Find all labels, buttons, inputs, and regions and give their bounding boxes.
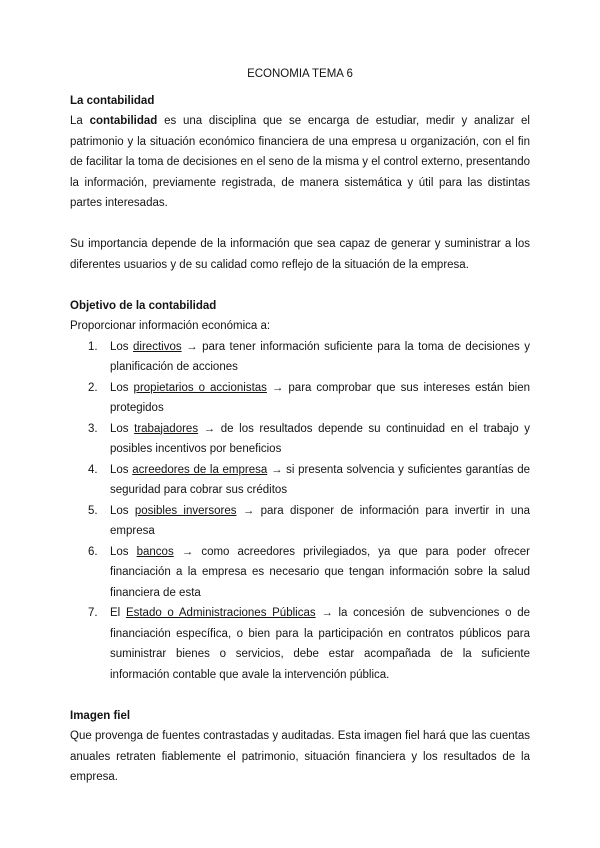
list-item — [88, 419, 530, 460]
section-heading-imagen-fiel: Imagen fiel — [70, 709, 131, 722]
list-item-number: 7. — [88, 607, 98, 619]
paragraph-imagen-fiel: Que provenga de fuentes contrastadas y auditadas. Esta imagen fiel hará que las cuentas anuales retraten fiablemente el patrimonio, situación financiera y los resultados de la empresa. — [70, 730, 530, 783]
section-heading-objetivo: Objetivo de la contabilidad — [70, 299, 217, 312]
list-item — [88, 603, 530, 685]
list-item-number: 5. — [88, 504, 98, 517]
bold-term: contabilidad — [89, 115, 158, 127]
list-item-rest: → de los resultados depende su continuidad en el trabajo y posibles incentivos por beneficios — [110, 422, 530, 455]
list-item-prefix: Los — [110, 340, 129, 353]
list-item-text — [110, 542, 530, 604]
list-item-text — [110, 337, 530, 378]
list-item-number: 1. — [88, 340, 98, 353]
list-item-number: 6. — [88, 545, 98, 558]
list-item-prefix: Los — [110, 463, 129, 476]
underlined-term: trabajadores — [134, 422, 199, 435]
list-item-rest: → si presenta solvencia y suficientes garantías de seguridad para cobrar sus créditos — [110, 463, 531, 496]
list-item-number: 4. — [88, 463, 98, 476]
underlined-term: directivos — [133, 340, 182, 353]
list-item-prefix: Los — [110, 504, 129, 517]
paragraph-text: La — [70, 115, 83, 127]
list-item-text — [110, 603, 530, 685]
paragraph-text: es una disciplina que se encarga de estudiar, medir y analizar el patrimonio y la situación económico financiera de una empresa u organización, con el fin de facilitar la toma de decisiones en el seno de la misma y el control externo, presentando la información, previamente registrada, de manera sistemática y útil para las distintas partes interesadas. — [70, 115, 530, 209]
list-item-text — [110, 378, 530, 419]
list-item — [88, 337, 530, 378]
underlined-term: bancos — [136, 545, 174, 558]
underlined-term: posibles inversores — [134, 504, 237, 517]
underlined-term: propietarios o accionistas — [133, 381, 267, 394]
objetivo-list — [70, 337, 530, 686]
list-item — [88, 460, 530, 501]
list-item-prefix: Los — [110, 422, 129, 435]
list-item — [88, 501, 530, 542]
underlined-term: Estado o Administraciones Públicas — [125, 607, 316, 619]
list-item-text — [110, 501, 530, 542]
list-item — [88, 378, 530, 419]
objetivo-intro: Proporcionar información económica a: — [70, 320, 271, 332]
list-item-prefix: Los — [110, 381, 129, 394]
list-item-text — [110, 460, 530, 501]
list-item-text — [110, 419, 530, 460]
list-item-rest: → la concesión de subvenciones o de financiación específica, o bien para la participación en contratos públicos para suministrar bienes o servicios, debe estar acompañada de la suficiente información contable que avale la intervención pública. — [110, 607, 530, 681]
section-heading-contabilidad: La contabilidad — [70, 94, 155, 107]
paragraph-contabilidad-importance: Su importancia depende de la información que sea capaz de generar y suministrar a los diferentes usuarios y de su calidad como reflejo de la situación de la empresa. — [70, 238, 530, 271]
list-item-prefix: El — [110, 607, 121, 619]
list-item-prefix: Los — [110, 545, 129, 558]
document-title: ECONOMIA TEMA 6 — [247, 68, 353, 80]
list-item-rest: → como acreedores privilegiados, ya que para poder ofrecer financiación a la empresa es necesario que tengan información sobre la salud financiera de esta — [110, 545, 531, 599]
underlined-term: acreedores de la empresa — [132, 463, 268, 476]
list-item-rest: → para tener información suficiente para la toma de decisiones y planificación de acciones — [110, 340, 530, 373]
paragraph-contabilidad-definition — [70, 111, 530, 214]
list-item-number: 3. — [88, 422, 98, 435]
list-item-rest: → para comprobar que sus intereses están bien protegidos — [110, 381, 530, 414]
list-item-number: 2. — [88, 381, 98, 394]
list-item — [88, 542, 530, 604]
list-item-rest: → para disponer de información para invertir in una empresa — [110, 504, 531, 537]
